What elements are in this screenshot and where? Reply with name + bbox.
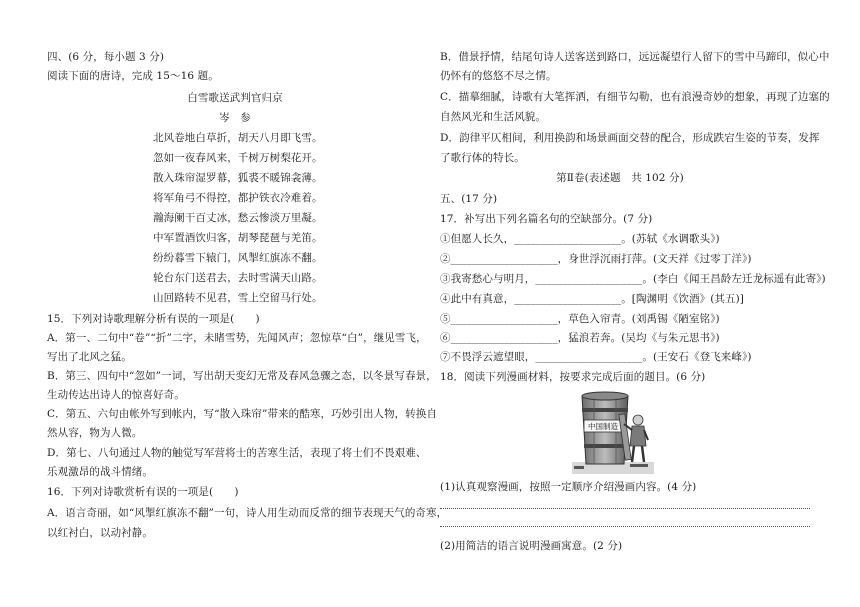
q15-option-c-cont: 然从容，物为人微。 <box>47 427 143 439</box>
section-5-heading: 五、(17 分) <box>440 193 498 205</box>
answer-line <box>440 508 810 509</box>
question-15: 15．下列对诗歌理解分析有误的一项是( ) <box>47 313 260 325</box>
section-4-heading: 四、(6 分，每小题 3 分) <box>47 51 165 63</box>
q15-option-c: C．第五、六句由帐外写到帐内，写“散入珠帘”带来的酷寒，巧妙引出人物，转换自 <box>47 408 438 420</box>
poem-author: 岑 参 <box>219 112 251 124</box>
q18-part-2: (2)用简洁的语言说明漫画寓意。(2 分) <box>440 540 623 552</box>
q16-option-d: D．韵律平仄相间，利用换韵和场景画面交替的配合，形成跌宕生姿的节奏，发挥 <box>440 132 820 144</box>
fill-blank-item: ⑥____________________，猛浪若奔。(吴均《与朱元思书》) <box>440 332 720 344</box>
q15-option-b-cont: 生动传达出诗人的惊喜好奇。 <box>47 389 185 401</box>
q15-option-a: A．第一、二句中“卷”“折”二字，未睹雪势，先闻风声；忽惊草“白”，继见雪飞， <box>47 332 427 344</box>
q16-option-b: B．借景抒情，结尾句诗人送客送到路口，远远凝望行人留下的雪中马蹄印，似心中 <box>440 51 830 63</box>
q15-option-a-cont: 写出了北风之猛。 <box>47 351 132 363</box>
q16-option-d-cont: 了歌行体的特长。 <box>440 152 525 164</box>
cartoon-label: 中国制造 <box>588 422 618 431</box>
q15-option-d-cont: 乐观激昂的战斗情绪。 <box>47 466 153 478</box>
poem-line: 忽如一夜春风来，千树万树梨花开。 <box>153 152 323 164</box>
q16-option-b-cont: 仍怀有的悠悠不尽之情。 <box>440 70 557 82</box>
question-18: 18．阅读下列漫画材料，按要求完成后面的题目。(6 分) <box>440 371 706 383</box>
q15-option-d: D．第七、八句通过人物的触觉写军营将士的苦寒生活，表现了将士们不畏艰难、 <box>47 447 427 459</box>
poem-title: 白雪歌送武判官归京 <box>187 92 283 104</box>
fill-blank-item: ⑤____________________，草色入帘青。(刘禹锡《陋室铭》) <box>440 313 720 325</box>
poem-line: 将军角弓不得控，都护铁衣冷难着。 <box>153 192 323 204</box>
part-2-heading: 第Ⅱ卷(表述题 共 102 分) <box>556 172 684 184</box>
poem-line: 纷纷暮雪下辕门，风掣红旗冻不翻。 <box>153 252 323 264</box>
fill-blank-item: ②____________________，身世浮沉雨打萍。(文天祥《过零丁洋》) <box>440 253 752 265</box>
fill-blank-item: ③我寄愁心与明月，____________________。(李白《闻王昌龄左迁龙标遥有此寄》) <box>440 273 826 285</box>
cartoon-illustration <box>572 384 654 474</box>
poem-line: 山回路转不见君，雪上空留马行处。 <box>153 292 323 304</box>
fill-blank-item: ⑦不畏浮云遮望眼，____________________。(王安石《登飞来峰》) <box>440 351 752 363</box>
fill-blank-item: ④此中有真意，____________________。[陶渊明《饮酒》(其五)] <box>440 293 744 305</box>
poem-line: 中军置酒饮归客，胡琴琵琶与羌笛。 <box>153 232 323 244</box>
q16-option-c-cont: 自然风光和生活风貌。 <box>440 111 546 123</box>
poem-line: 散入珠帘湿罗幕，狐裘不暖锦衾薄。 <box>153 172 323 184</box>
q15-option-b: B．第三、四句中“忽如”一词，写出胡天变幻无常及春风急骤之态，以冬景写春景， <box>47 370 437 382</box>
q16-option-a: A．语言奇丽，如“风掣红旗冻不翻”一句，诗人用生动而反常的细节表现天气的奇寒， <box>47 507 448 519</box>
poem-line: 北风卷地白草折，胡天八月即飞雪。 <box>153 132 323 144</box>
poem-line: 瀚海阑干百丈冰，愁云惨淡万里凝。 <box>153 212 323 224</box>
answer-line <box>440 526 810 527</box>
q18-part-1: (1)认真观察漫画，按照一定顺序介绍漫画内容。(4 分) <box>440 481 697 493</box>
poem-line: 轮台东门送君去，去时雪满天山路。 <box>153 272 323 284</box>
question-16: 16．下列对诗歌赏析有误的一项是( ) <box>47 486 239 498</box>
fill-blank-item: ①但愿人长久，____________________。(苏轼《水调歌头》) <box>440 233 720 245</box>
q16-option-a-cont: 以红衬白，以动衬静。 <box>47 527 153 539</box>
instruction: 阅读下面的唐诗，完成 15～16 题。 <box>47 70 219 82</box>
q16-option-c: C．描摹细腻，诗歌有大笔挥洒，有细节勾勒，也有浪漫奇妙的想象，再现了边塞的 <box>440 91 830 103</box>
question-17: 17．补写出下列名篇名句的空缺部分。(7 分) <box>440 213 653 225</box>
